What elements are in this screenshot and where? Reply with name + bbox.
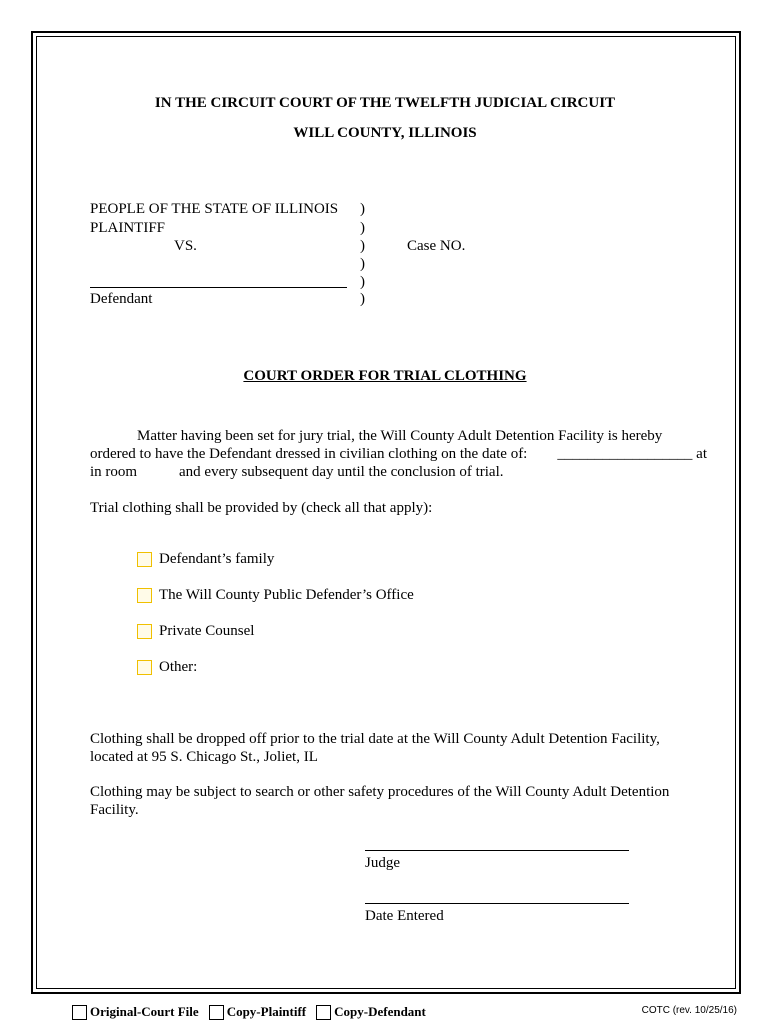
order-text: ordered to have the Defendant dressed in civilian clothing on the date of:	[90, 446, 528, 462]
checkbox[interactable]	[137, 624, 152, 639]
versus-label: VS.	[174, 238, 197, 254]
option-defendants-family[interactable]	[137, 550, 274, 568]
plaintiff-label: PLAINTIFF	[90, 220, 166, 236]
caption-paren: )	[360, 201, 365, 217]
caption-paren: )	[360, 238, 365, 254]
caption-paren: )	[360, 256, 365, 272]
dropoff-line-1: Clothing shall be dropped off prior to the trial date at the Will County Adult Detention Facility,	[90, 731, 660, 747]
case-number-label: Case NO.	[407, 238, 466, 254]
plaintiff-name: PEOPLE OF THE STATE OF ILLINOIS	[90, 201, 339, 217]
date-entered-label: Date Entered	[365, 908, 444, 924]
provided-by-text: Trial clothing shall be provided by (check all that apply):	[90, 500, 433, 516]
checkbox[interactable]	[72, 1005, 87, 1020]
option-label: Other:	[159, 658, 198, 675]
copy-original-court-file[interactable]: Original-Court File	[72, 1004, 199, 1020]
option-label: Private Counsel	[159, 622, 255, 639]
caption-paren: )	[360, 274, 365, 290]
form-code: COTC (rev. 10/25/16)	[641, 1005, 737, 1016]
dropoff-line-2: located at 95 S. Chicago St., Joliet, IL	[90, 749, 318, 765]
checkbox[interactable]	[137, 588, 152, 603]
checkbox[interactable]	[137, 552, 152, 567]
checkbox[interactable]	[316, 1005, 331, 1020]
copy-defendant[interactable]: Copy-Defendant	[316, 1004, 426, 1020]
court-heading: IN THE CIRCUIT COURT OF THE TWELFTH JUDICIAL CIRCUIT	[154, 95, 616, 111]
option-public-defender[interactable]	[137, 586, 414, 604]
subsequent-days-text: and every subsequent day until the conclusion of trial.	[179, 464, 504, 480]
search-line-2: Facility.	[90, 802, 139, 818]
caption-paren: )	[360, 220, 365, 236]
date-entered-line[interactable]	[365, 903, 629, 904]
room-label: in room	[90, 464, 138, 480]
defendant-name-line[interactable]	[90, 287, 347, 288]
checkbox[interactable]	[209, 1005, 224, 1020]
option-label: Defendant’s family	[159, 550, 275, 567]
copy-plaintiff[interactable]: Copy-Plaintiff	[209, 1004, 306, 1020]
trial-date-field[interactable]: __________________ at	[557, 446, 707, 462]
search-line-1: Clothing may be subject to search or other safety procedures of the Will County Adult Detention	[90, 784, 670, 800]
checkbox[interactable]	[137, 660, 152, 675]
order-paragraph-line-1: Matter having been set for jury trial, the Will County Adult Detention Facility is hereby	[137, 428, 663, 444]
copy-distribution	[72, 1004, 436, 1020]
judge-signature-line[interactable]	[365, 850, 629, 851]
option-label: The Will County Public Defender’s Office	[159, 586, 414, 603]
order-paragraph-line-2	[90, 445, 707, 463]
option-private-counsel[interactable]	[137, 622, 254, 640]
option-other[interactable]	[137, 658, 197, 676]
defendant-label: Defendant	[90, 291, 153, 307]
document-title: COURT ORDER FOR TRIAL CLOTHING	[243, 368, 527, 384]
caption-paren: )	[360, 291, 365, 307]
judge-label: Judge	[365, 855, 400, 871]
county-heading: WILL COUNTY, ILLINOIS	[293, 125, 477, 141]
